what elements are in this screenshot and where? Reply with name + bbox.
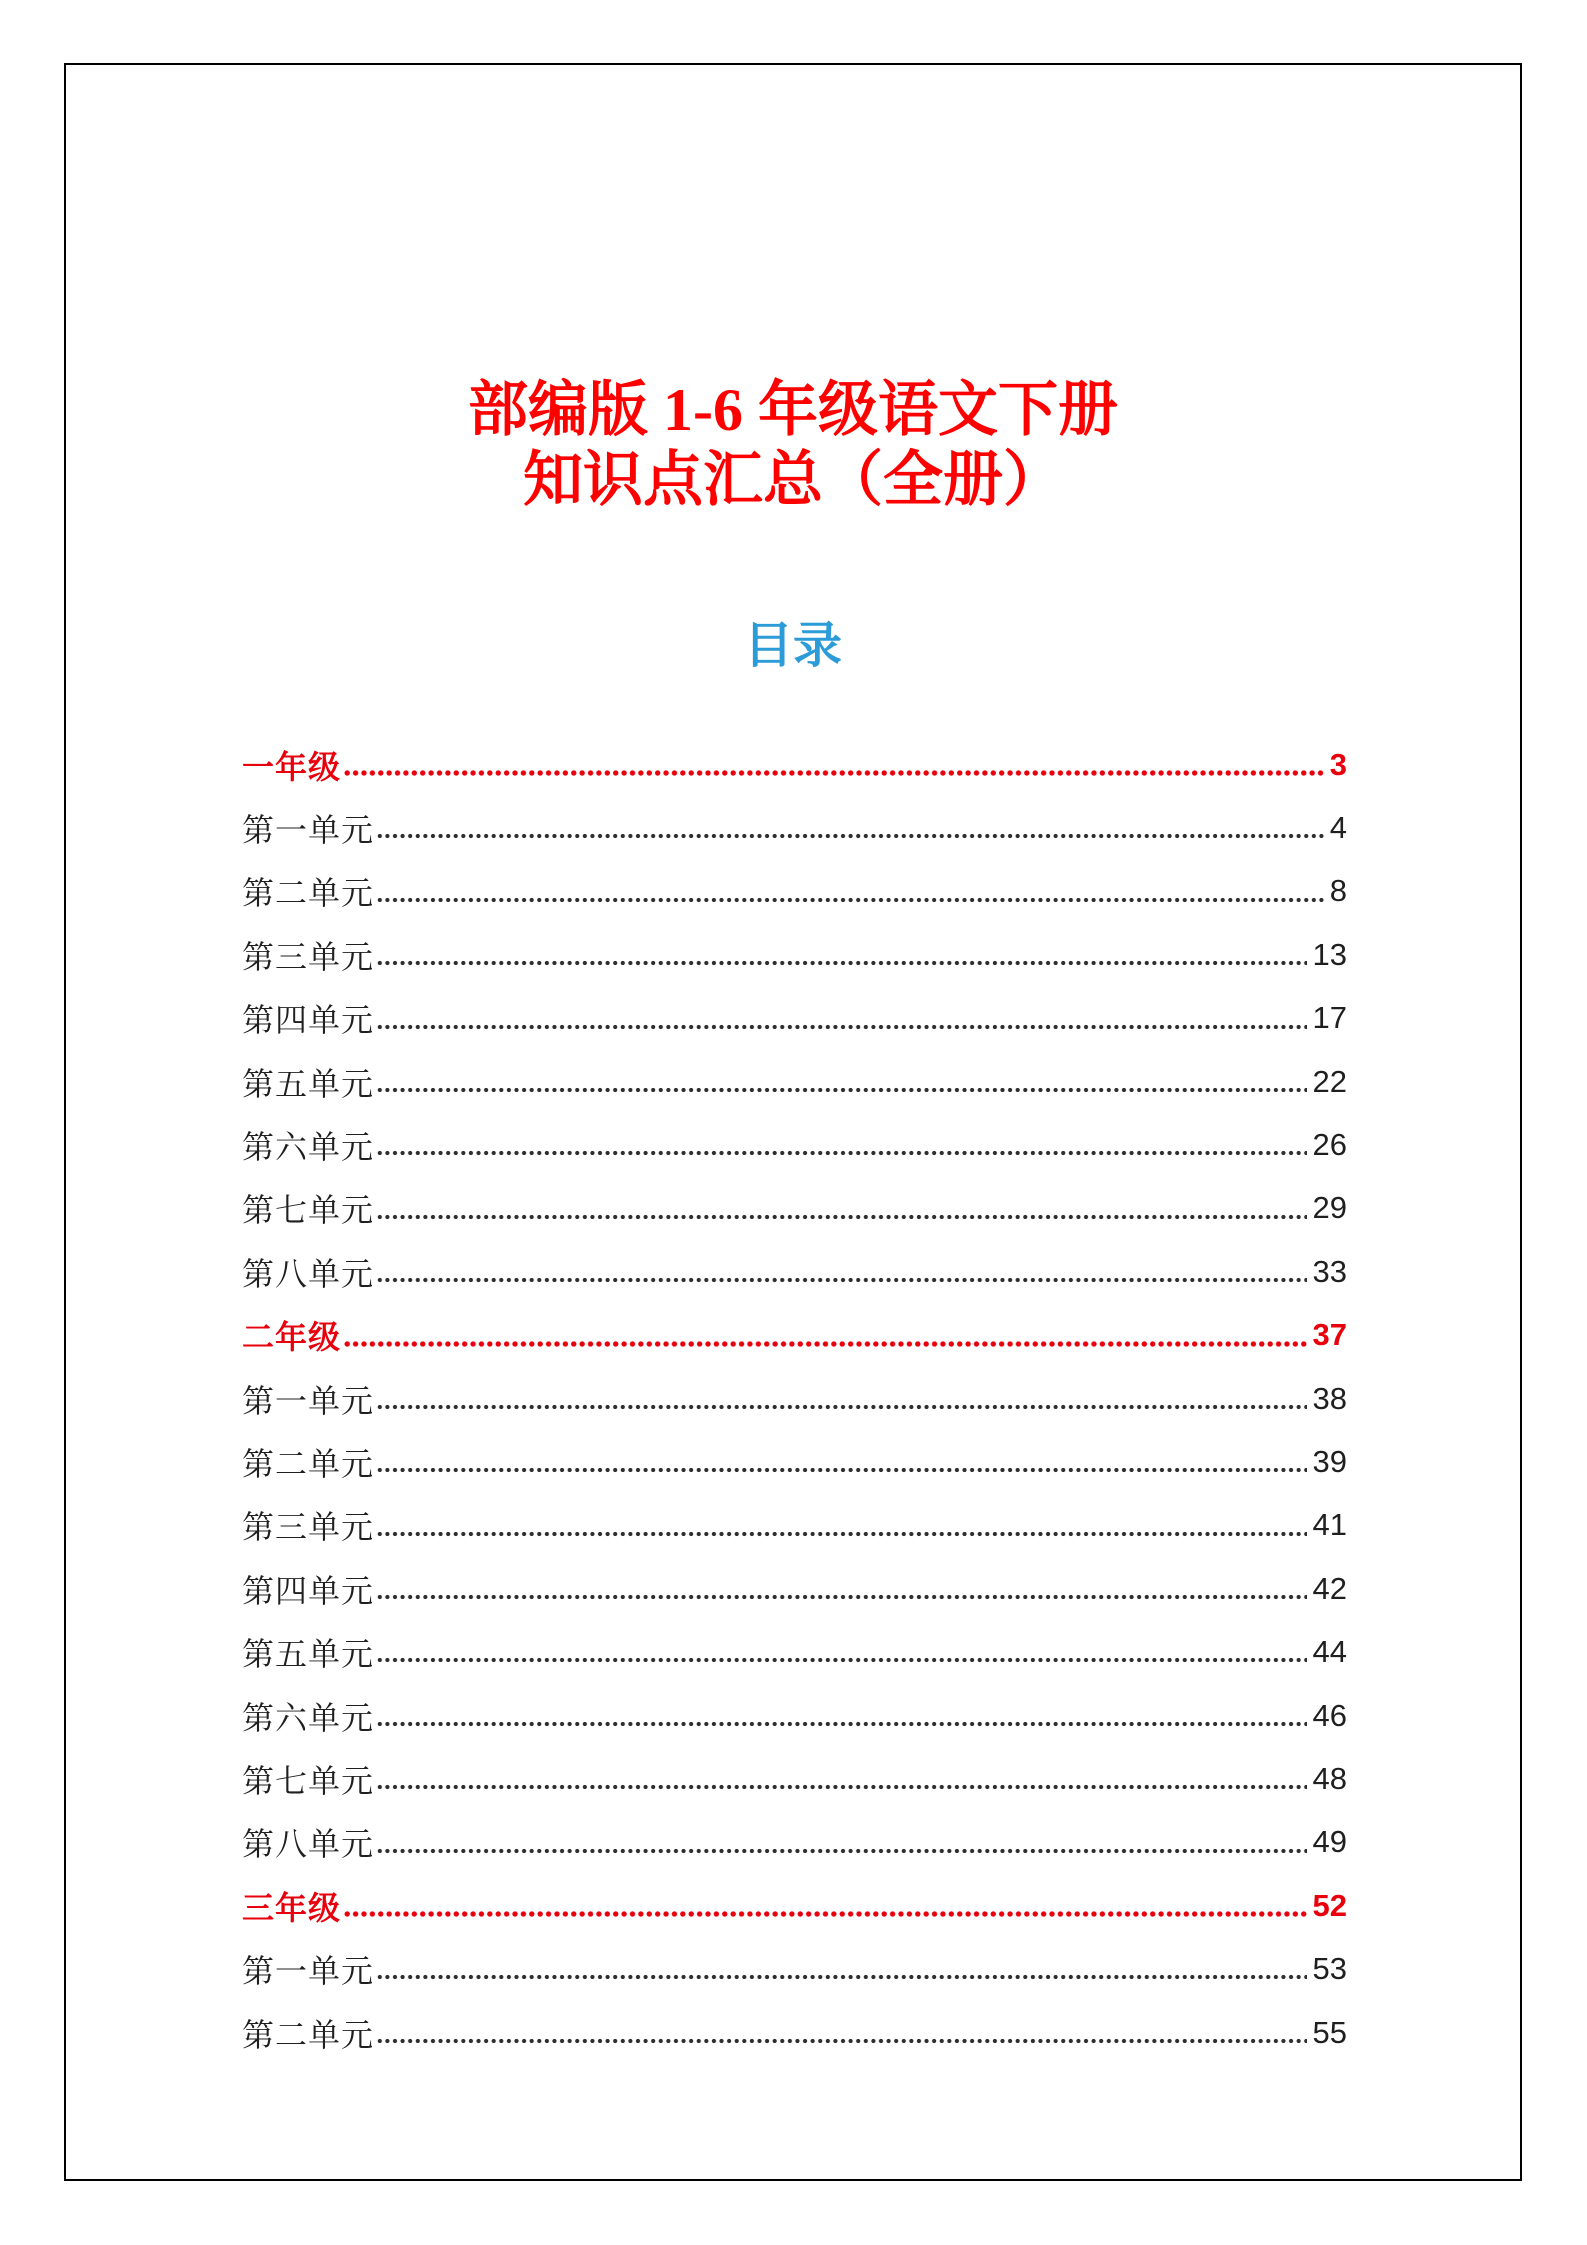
toc-entry-unit[interactable] bbox=[242, 1811, 1347, 1874]
toc-entry-label: 一年级 bbox=[242, 748, 342, 785]
toc-entry-page: 3 bbox=[1329, 746, 1347, 782]
toc-dot-leader bbox=[376, 1811, 1307, 1874]
toc-dot-leader bbox=[376, 1177, 1307, 1240]
toc-entry-unit[interactable] bbox=[242, 923, 1347, 986]
toc-entry-page: 42 bbox=[1312, 1570, 1347, 1606]
toc-entry-page: 49 bbox=[1312, 1824, 1347, 1860]
toc-entry-label: 第一单元 bbox=[242, 1382, 375, 1419]
toc-entry-grade[interactable] bbox=[242, 1874, 1347, 1937]
toc-entry-unit[interactable] bbox=[242, 1177, 1347, 1240]
toc-dot-leader bbox=[343, 733, 1324, 796]
toc-entry-label: 第五单元 bbox=[242, 1065, 375, 1102]
toc-entry-label: 第三单元 bbox=[242, 938, 375, 975]
toc-list bbox=[242, 733, 1347, 2064]
toc-dot-leader bbox=[376, 987, 1307, 1050]
toc-entry-label: 第七单元 bbox=[242, 1762, 375, 1799]
toc-dot-leader bbox=[343, 1304, 1307, 1367]
toc-entry-page: 39 bbox=[1312, 1443, 1347, 1479]
toc-entry-page: 44 bbox=[1312, 1634, 1347, 1670]
toc-entry-label: 第六单元 bbox=[242, 1699, 375, 1736]
toc-dot-leader bbox=[376, 1557, 1307, 1620]
toc-entry-page: 8 bbox=[1329, 873, 1347, 909]
toc-entry-unit[interactable] bbox=[242, 1367, 1347, 1430]
toc-entry-page: 41 bbox=[1312, 1507, 1347, 1543]
toc-entry-unit[interactable] bbox=[242, 796, 1347, 859]
toc-entry-label: 第四单元 bbox=[242, 1572, 375, 1609]
toc-dot-leader bbox=[376, 1430, 1307, 1493]
toc-entry-unit[interactable] bbox=[242, 1050, 1347, 1113]
toc-entry-label: 二年级 bbox=[242, 1319, 342, 1356]
toc-entry-unit[interactable] bbox=[242, 1937, 1347, 2000]
toc-dot-leader bbox=[376, 1747, 1307, 1810]
toc-entry-label: 第六单元 bbox=[242, 1129, 375, 1166]
toc-dot-leader bbox=[376, 860, 1324, 923]
toc-entry-page: 22 bbox=[1312, 1063, 1347, 1099]
toc-entry-page: 26 bbox=[1312, 1127, 1347, 1163]
toc-dot-leader bbox=[376, 2001, 1307, 2064]
toc-entry-label: 第八单元 bbox=[242, 1826, 375, 1863]
toc-entry-page: 46 bbox=[1312, 1697, 1347, 1733]
toc-dot-leader bbox=[376, 1620, 1307, 1683]
toc-entry-label: 第二单元 bbox=[242, 1445, 375, 1482]
toc-entry-unit[interactable] bbox=[242, 987, 1347, 1050]
toc-dot-leader bbox=[376, 1367, 1307, 1430]
toc-entry-unit[interactable] bbox=[242, 1620, 1347, 1683]
toc-dot-leader bbox=[343, 1874, 1307, 1937]
toc-entry-label: 第二单元 bbox=[242, 875, 375, 912]
toc-entry-label: 第一单元 bbox=[242, 1953, 375, 1990]
toc-heading: 目录 bbox=[743, 618, 842, 673]
toc-entry-page: 29 bbox=[1312, 1190, 1347, 1226]
toc-entry-page: 33 bbox=[1312, 1253, 1347, 1289]
toc-entry-grade[interactable] bbox=[242, 1304, 1347, 1367]
toc-entry-page: 38 bbox=[1312, 1380, 1347, 1416]
toc-entry-unit[interactable] bbox=[242, 1557, 1347, 1620]
toc-entry-grade[interactable] bbox=[242, 733, 1347, 796]
toc-dot-leader bbox=[376, 1240, 1307, 1303]
toc-entry-label: 第三单元 bbox=[242, 1509, 375, 1546]
toc-dot-leader bbox=[376, 796, 1324, 859]
toc-entry-page: 4 bbox=[1329, 810, 1347, 846]
toc-dot-leader bbox=[376, 1050, 1307, 1113]
toc-entry-unit[interactable] bbox=[242, 1747, 1347, 1810]
toc-entry-label: 第五单元 bbox=[242, 1636, 375, 1673]
toc-entry-page: 37 bbox=[1312, 1317, 1347, 1353]
toc-entry-label: 第七单元 bbox=[242, 1192, 375, 1229]
toc-dot-leader bbox=[376, 1113, 1307, 1176]
toc-entry-page: 53 bbox=[1312, 1951, 1347, 1987]
toc-entry-unit[interactable] bbox=[242, 1240, 1347, 1303]
toc-entry-label: 第八单元 bbox=[242, 1255, 375, 1292]
toc-entry-label: 三年级 bbox=[242, 1889, 342, 1926]
toc-dot-leader bbox=[376, 1684, 1307, 1747]
document-title-line2: 知识点汇总（全册） bbox=[523, 447, 1063, 513]
toc-entry-page: 17 bbox=[1312, 1000, 1347, 1036]
toc-entry-unit[interactable] bbox=[242, 860, 1347, 923]
toc-entry-page: 55 bbox=[1312, 2014, 1347, 2050]
toc-entry-page: 13 bbox=[1312, 936, 1347, 972]
toc-dot-leader bbox=[376, 1494, 1307, 1557]
toc-entry-page: 48 bbox=[1312, 1760, 1347, 1796]
toc-entry-unit[interactable] bbox=[242, 1494, 1347, 1557]
document-title-line1: 部编版 1-6 年级语文下册 bbox=[468, 377, 1118, 443]
toc-entry-unit[interactable] bbox=[242, 2001, 1347, 2064]
toc-entry-unit[interactable] bbox=[242, 1430, 1347, 1493]
toc-entry-label: 第二单元 bbox=[242, 2016, 375, 2053]
toc-entry-unit[interactable] bbox=[242, 1113, 1347, 1176]
toc-dot-leader bbox=[376, 1937, 1307, 2000]
toc-entry-unit[interactable] bbox=[242, 1684, 1347, 1747]
toc-entry-label: 第一单元 bbox=[242, 812, 375, 849]
toc-entry-label: 第四单元 bbox=[242, 1002, 375, 1039]
toc-entry-page: 52 bbox=[1312, 1887, 1347, 1923]
toc-dot-leader bbox=[376, 923, 1307, 986]
